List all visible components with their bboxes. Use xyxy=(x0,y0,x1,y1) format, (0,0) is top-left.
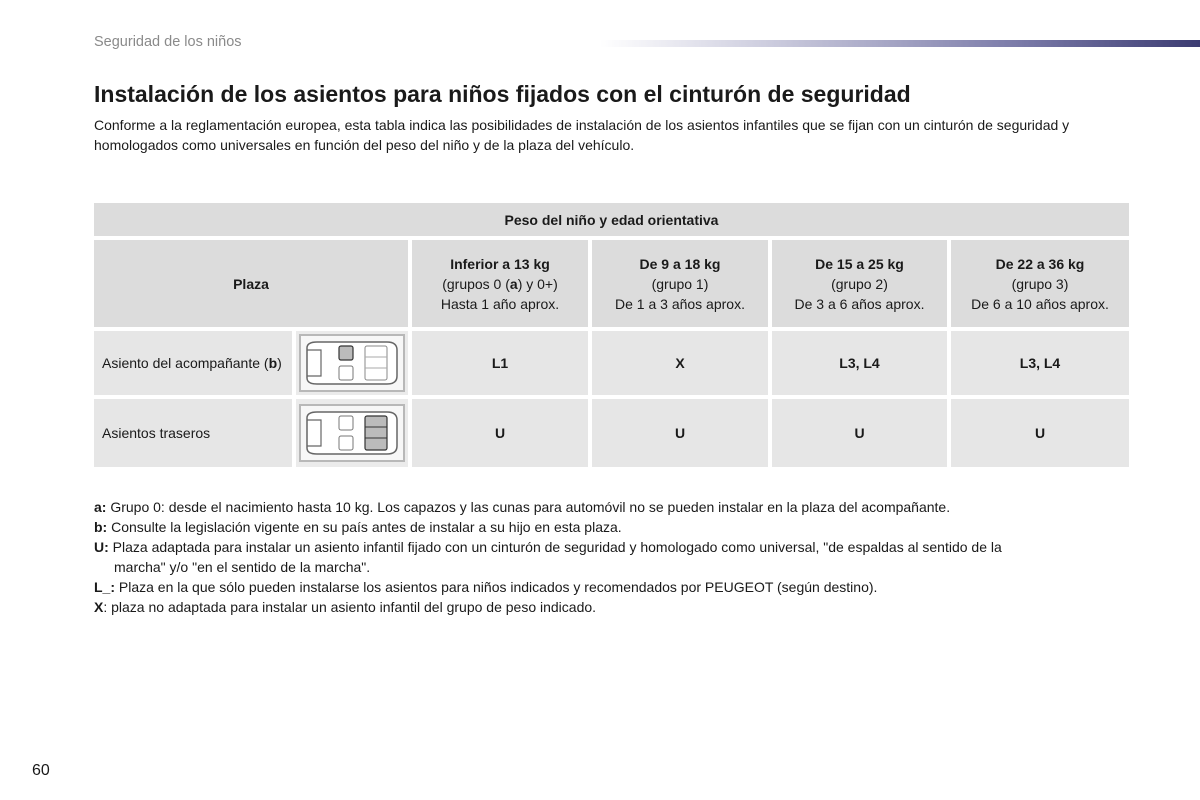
group-age: Hasta 1 año aprox. xyxy=(440,295,560,312)
group-header-2 xyxy=(772,240,947,327)
car-front-passenger-seat-icon xyxy=(296,331,408,395)
table-super-header: Peso del niño y edad orientativa xyxy=(94,203,1129,236)
cell-rear-group-3: U xyxy=(951,399,1129,467)
child-seat-table xyxy=(94,203,1129,467)
cell-rear-group-0: U xyxy=(412,399,588,467)
group-weight: Inferior a 13 kg xyxy=(450,255,550,272)
cell-rear-group-1: U xyxy=(592,399,768,467)
footnote-a: a: Grupo 0: desde el nacimiento hasta 10 kg. Los capazos y las cunas para automóvil no se pueden instalar en la plaza del acompañante. xyxy=(94,499,951,515)
group-label: (grupo 2) xyxy=(831,275,888,292)
footnote-l: L_: Plaza en la que sólo pueden instalarse los asientos para niños indicados y recomendados por PEUGEOT (según destino). xyxy=(94,579,878,595)
cell-front-group-1: X xyxy=(592,331,768,395)
page-number: 60 xyxy=(32,762,50,779)
group-age: De 6 a 10 años aprox. xyxy=(971,295,1109,312)
group-weight: De 9 a 18 kg xyxy=(639,255,721,272)
cell-front-group-2: L3, L4 xyxy=(772,331,947,395)
footnote-x: X: plaza no adaptada para instalar un asiento infantil del grupo de peso indicado. xyxy=(94,599,597,615)
group-header-0 xyxy=(412,240,588,327)
cell-front-group-3: L3, L4 xyxy=(951,331,1129,395)
group-header-1 xyxy=(592,240,768,327)
footnotes xyxy=(94,497,1124,617)
row-label-rear-seats: Asientos traseros xyxy=(94,399,292,467)
footnote-b: b: Consulte la legislación vigente en su país antes de instalar a su hijo en esta plaza. xyxy=(94,519,622,535)
group-label: (grupo 3) xyxy=(1011,275,1069,292)
group-header-3 xyxy=(951,240,1129,327)
page-title: Instalación de los asientos para niños fijados con el cinturón de seguridad xyxy=(94,81,911,107)
group-label: (grupos 0 (a) y 0+) xyxy=(442,275,558,292)
section-header: Seguridad de los niños xyxy=(94,34,242,50)
group-weight: De 15 a 25 kg xyxy=(815,255,904,272)
car-rear-seats-icon xyxy=(296,399,408,467)
group-weight: De 22 a 36 kg xyxy=(995,255,1085,272)
cell-rear-group-2: U xyxy=(772,399,947,467)
group-label: (grupo 1) xyxy=(651,275,709,292)
plaza-header: Plaza xyxy=(94,240,408,327)
cell-front-group-0: L1 xyxy=(412,331,588,395)
row-label-front-passenger xyxy=(94,331,292,395)
header-gradient-bar xyxy=(600,40,1200,47)
row-label-text: Asiento del acompañante (b) xyxy=(102,355,282,371)
footnote-u: U: Plaza adaptada para instalar un asiento infantil fijado con un cinturón de seguridad y homologado como universal, "de espaldas al sentido de la marcha" y/o "en el sentido de la marcha". xyxy=(94,539,1002,575)
group-age: De 3 a 6 años aprox. xyxy=(794,295,925,312)
intro-paragraph: Conforme a la reglamentación europea, esta tabla indica las posibilidades de instalación de los asientos infantiles que se fijan con un cinturón de seguridad y homologados como universales en función del peso del niño y de la plaza del vehículo. xyxy=(94,117,1070,153)
group-age: De 1 a 3 años aprox. xyxy=(615,295,745,312)
